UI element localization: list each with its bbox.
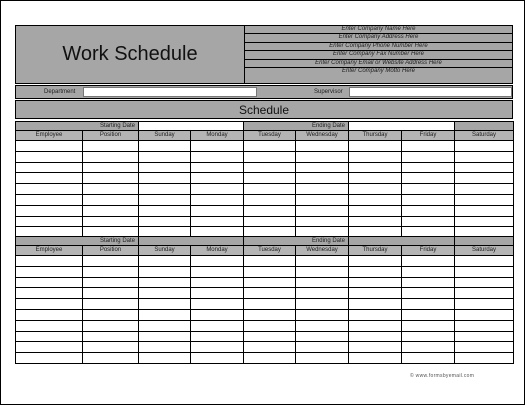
schedule-cell[interactable] bbox=[455, 151, 514, 162]
schedule-cell[interactable] bbox=[139, 162, 191, 173]
col-employee: Employee bbox=[16, 246, 83, 256]
starting-date-field[interactable] bbox=[139, 122, 244, 131]
table-row bbox=[16, 342, 514, 353]
schedule-cell[interactable] bbox=[191, 194, 244, 205]
schedule-cell[interactable] bbox=[402, 184, 455, 195]
schedule-cell[interactable] bbox=[244, 162, 296, 173]
schedule-cell[interactable] bbox=[244, 320, 296, 331]
schedule-cell[interactable] bbox=[16, 320, 83, 331]
schedule-cell[interactable] bbox=[139, 266, 191, 277]
schedule-cell[interactable] bbox=[16, 141, 83, 152]
title-box bbox=[15, 25, 245, 84]
schedule-cell[interactable] bbox=[16, 205, 83, 216]
schedule-cell[interactable] bbox=[296, 194, 349, 205]
schedule-cell[interactable] bbox=[455, 173, 514, 184]
schedule-cell[interactable] bbox=[16, 194, 83, 205]
schedule-cell[interactable] bbox=[244, 277, 296, 288]
col-position: Position bbox=[83, 246, 139, 256]
schedule-cell[interactable] bbox=[83, 320, 139, 331]
schedule-cell[interactable] bbox=[139, 277, 191, 288]
table-row bbox=[16, 173, 514, 184]
schedule-cell[interactable] bbox=[244, 184, 296, 195]
schedule-cell[interactable] bbox=[296, 256, 349, 267]
schedule-cell[interactable] bbox=[296, 151, 349, 162]
schedule-cell[interactable] bbox=[455, 216, 514, 227]
schedule-cell[interactable] bbox=[244, 151, 296, 162]
schedule-cell[interactable] bbox=[191, 184, 244, 195]
schedule-cell[interactable] bbox=[455, 256, 514, 267]
supervisor-field[interactable] bbox=[349, 87, 512, 97]
table-row bbox=[16, 205, 514, 216]
table-row bbox=[16, 288, 514, 299]
schedule-cell[interactable] bbox=[16, 342, 83, 353]
schedule-cell[interactable] bbox=[455, 277, 514, 288]
schedule-cell[interactable] bbox=[349, 277, 402, 288]
schedule-cell[interactable] bbox=[83, 309, 139, 320]
schedule-cell[interactable] bbox=[191, 320, 244, 331]
page-title: Work Schedule bbox=[62, 43, 198, 65]
ending-date-label: Ending Date bbox=[244, 237, 349, 246]
schedule-cell[interactable] bbox=[16, 277, 83, 288]
schedule-cell[interactable] bbox=[244, 353, 296, 364]
schedule-cell[interactable] bbox=[455, 194, 514, 205]
schedule-cell[interactable] bbox=[16, 162, 83, 173]
table-row bbox=[16, 216, 514, 227]
date-row-filler bbox=[455, 237, 514, 246]
schedule-cell[interactable] bbox=[16, 151, 83, 162]
schedule-cell[interactable] bbox=[296, 205, 349, 216]
table-row bbox=[16, 309, 514, 320]
schedule-cell[interactable] bbox=[349, 184, 402, 195]
schedule-cell[interactable] bbox=[244, 331, 296, 342]
schedule-cell[interactable] bbox=[139, 194, 191, 205]
schedule-cell[interactable] bbox=[296, 173, 349, 184]
schedule-cell[interactable] bbox=[83, 216, 139, 227]
schedule-cell[interactable] bbox=[83, 151, 139, 162]
schedule-cell[interactable] bbox=[349, 151, 402, 162]
ending-date-field[interactable] bbox=[349, 122, 455, 131]
schedule-cell[interactable] bbox=[191, 299, 244, 310]
schedule-cell[interactable] bbox=[296, 309, 349, 320]
schedule-cell[interactable] bbox=[139, 331, 191, 342]
company-address-field[interactable]: Enter Company Address Here bbox=[245, 34, 512, 42]
schedule-cell[interactable] bbox=[83, 173, 139, 184]
date-row-filler bbox=[455, 122, 514, 131]
schedule-cell[interactable] bbox=[349, 353, 402, 364]
department-row bbox=[15, 85, 513, 99]
schedule-cell[interactable] bbox=[402, 194, 455, 205]
schedule-cell[interactable] bbox=[349, 194, 402, 205]
schedule-cell[interactable] bbox=[16, 184, 83, 195]
schedule-cell[interactable] bbox=[244, 173, 296, 184]
schedule-cell[interactable] bbox=[244, 141, 296, 152]
schedule-cell[interactable] bbox=[402, 299, 455, 310]
schedule-cell[interactable] bbox=[455, 309, 514, 320]
date-row bbox=[16, 122, 514, 131]
company-email-field[interactable]: Enter Company Email or Website Address Here bbox=[245, 60, 512, 68]
table-row bbox=[16, 141, 514, 152]
col-position: Position bbox=[83, 131, 139, 141]
schedule-cell[interactable] bbox=[455, 162, 514, 173]
column-header-row bbox=[16, 131, 514, 141]
col-employee: Employee bbox=[16, 131, 83, 141]
schedule-cell[interactable] bbox=[296, 277, 349, 288]
schedule-cell[interactable] bbox=[139, 309, 191, 320]
schedule-heading: Schedule bbox=[238, 102, 290, 117]
col-friday: Friday bbox=[402, 131, 455, 141]
schedule-cell[interactable] bbox=[244, 288, 296, 299]
table-row bbox=[16, 151, 514, 162]
table-row bbox=[16, 353, 514, 364]
date-row bbox=[16, 237, 514, 246]
schedule-cell[interactable] bbox=[349, 342, 402, 353]
company-info-box bbox=[245, 25, 513, 84]
schedule-cell[interactable] bbox=[296, 342, 349, 353]
schedule-cell[interactable] bbox=[455, 331, 514, 342]
schedule-cell[interactable] bbox=[139, 184, 191, 195]
table-row bbox=[16, 162, 514, 173]
schedule-cell[interactable] bbox=[455, 353, 514, 364]
department-label: Department bbox=[44, 89, 76, 95]
schedule-table-2 bbox=[15, 236, 514, 364]
schedule-cell[interactable] bbox=[16, 216, 83, 227]
starting-date-label: Starting Date bbox=[16, 237, 139, 246]
schedule-cell[interactable] bbox=[191, 331, 244, 342]
table-row bbox=[16, 266, 514, 277]
schedule-cell[interactable] bbox=[139, 299, 191, 310]
schedule-cell[interactable] bbox=[296, 331, 349, 342]
schedule-cell[interactable] bbox=[191, 141, 244, 152]
col-thursday: Thursday bbox=[349, 131, 402, 141]
col-monday: Monday bbox=[191, 246, 244, 256]
schedule-cell[interactable] bbox=[244, 205, 296, 216]
schedule-cell[interactable] bbox=[191, 205, 244, 216]
ending-date-label: Ending Date bbox=[244, 122, 349, 131]
schedule-cell[interactable] bbox=[244, 309, 296, 320]
schedule-cell[interactable] bbox=[455, 184, 514, 195]
col-wednesday: Wednesday bbox=[296, 246, 349, 256]
schedule-cell[interactable] bbox=[244, 342, 296, 353]
schedule-cell[interactable] bbox=[296, 162, 349, 173]
schedule-cell[interactable] bbox=[402, 320, 455, 331]
schedule-cell[interactable] bbox=[83, 205, 139, 216]
schedule-cell[interactable] bbox=[191, 256, 244, 267]
schedule-cell[interactable] bbox=[349, 320, 402, 331]
schedule-cell[interactable] bbox=[83, 141, 139, 152]
schedule-cell[interactable] bbox=[83, 194, 139, 205]
schedule-cell[interactable] bbox=[402, 288, 455, 299]
schedule-cell[interactable] bbox=[191, 342, 244, 353]
company-phone-field[interactable]: Enter Company Phone Number Here bbox=[245, 43, 512, 51]
department-field[interactable] bbox=[83, 87, 257, 97]
schedule-cell[interactable] bbox=[402, 162, 455, 173]
schedule-cell[interactable] bbox=[191, 216, 244, 227]
supervisor-label: Supervisor bbox=[314, 89, 343, 95]
schedule-cell[interactable] bbox=[83, 162, 139, 173]
schedule-cell[interactable] bbox=[16, 353, 83, 364]
schedule-cell[interactable] bbox=[455, 288, 514, 299]
schedule-cell[interactable] bbox=[402, 331, 455, 342]
ending-date-field[interactable] bbox=[349, 237, 455, 246]
schedule-banner bbox=[15, 100, 513, 119]
table-row bbox=[16, 184, 514, 195]
schedule-cell[interactable] bbox=[83, 277, 139, 288]
schedule-cell[interactable] bbox=[402, 256, 455, 267]
schedule-cell[interactable] bbox=[296, 299, 349, 310]
schedule-cell[interactable] bbox=[455, 266, 514, 277]
schedule-cell[interactable] bbox=[455, 141, 514, 152]
schedule-cell[interactable] bbox=[349, 309, 402, 320]
schedule-cell[interactable] bbox=[244, 266, 296, 277]
company-motto-field[interactable]: Enter Company Motto Here bbox=[341, 67, 416, 74]
col-sunday: Sunday bbox=[139, 246, 191, 256]
schedule-cell[interactable] bbox=[349, 299, 402, 310]
schedule-cell[interactable] bbox=[402, 353, 455, 364]
schedule-cell[interactable] bbox=[139, 205, 191, 216]
schedule-cell[interactable] bbox=[83, 342, 139, 353]
table-row bbox=[16, 277, 514, 288]
schedule-cell[interactable] bbox=[16, 331, 83, 342]
schedule-cell[interactable] bbox=[244, 194, 296, 205]
schedule-cell[interactable] bbox=[83, 288, 139, 299]
schedule-cell[interactable] bbox=[83, 266, 139, 277]
schedule-cell[interactable] bbox=[139, 256, 191, 267]
schedule-cell[interactable] bbox=[296, 141, 349, 152]
schedule-cell[interactable] bbox=[349, 288, 402, 299]
schedule-cell[interactable] bbox=[191, 353, 244, 364]
schedule-cell[interactable] bbox=[402, 216, 455, 227]
schedule-cell[interactable] bbox=[83, 256, 139, 267]
schedule-cell[interactable] bbox=[191, 277, 244, 288]
schedule-cell[interactable] bbox=[296, 320, 349, 331]
schedule-cell[interactable] bbox=[139, 342, 191, 353]
schedule-cell[interactable] bbox=[296, 216, 349, 227]
schedule-cell[interactable] bbox=[244, 256, 296, 267]
starting-date-field[interactable] bbox=[139, 237, 244, 246]
schedule-cell[interactable] bbox=[402, 141, 455, 152]
schedule-cell[interactable] bbox=[349, 216, 402, 227]
schedule-cell[interactable] bbox=[16, 288, 83, 299]
schedule-cell[interactable] bbox=[402, 342, 455, 353]
table-row bbox=[16, 256, 514, 267]
schedule-cell[interactable] bbox=[244, 299, 296, 310]
company-name-field[interactable]: Enter Company Name Here bbox=[245, 26, 512, 34]
col-tuesday: Tuesday bbox=[244, 246, 296, 256]
column-header-row bbox=[16, 246, 514, 256]
schedule-cell[interactable] bbox=[402, 266, 455, 277]
schedule-cell[interactable] bbox=[83, 184, 139, 195]
schedule-cell[interactable] bbox=[139, 141, 191, 152]
schedule-cell[interactable] bbox=[139, 288, 191, 299]
col-saturday: Saturday bbox=[455, 246, 514, 256]
schedule-cell[interactable] bbox=[296, 288, 349, 299]
schedule-cell[interactable] bbox=[455, 342, 514, 353]
schedule-cell[interactable] bbox=[83, 331, 139, 342]
schedule-cell[interactable] bbox=[16, 309, 83, 320]
schedule-cell[interactable] bbox=[349, 173, 402, 184]
schedule-cell[interactable] bbox=[349, 331, 402, 342]
schedule-cell[interactable] bbox=[191, 151, 244, 162]
col-thursday: Thursday bbox=[349, 246, 402, 256]
col-wednesday: Wednesday bbox=[296, 131, 349, 141]
schedule-cell[interactable] bbox=[139, 353, 191, 364]
schedule-cell[interactable] bbox=[455, 205, 514, 216]
schedule-cell[interactable] bbox=[455, 299, 514, 310]
col-tuesday: Tuesday bbox=[244, 131, 296, 141]
schedule-cell[interactable] bbox=[83, 299, 139, 310]
schedule-cell[interactable] bbox=[402, 151, 455, 162]
schedule-cell[interactable] bbox=[191, 309, 244, 320]
schedule-cell[interactable] bbox=[191, 173, 244, 184]
schedule-cell[interactable] bbox=[191, 288, 244, 299]
schedule-table-1 bbox=[15, 121, 514, 249]
schedule-cell[interactable] bbox=[16, 266, 83, 277]
schedule-cell[interactable] bbox=[296, 353, 349, 364]
schedule-cell[interactable] bbox=[349, 141, 402, 152]
col-monday: Monday bbox=[191, 131, 244, 141]
schedule-cell[interactable] bbox=[139, 151, 191, 162]
schedule-cell[interactable] bbox=[349, 256, 402, 267]
company-fax-field[interactable]: Enter Company Fax Number Here bbox=[245, 51, 512, 59]
schedule-cell[interactable] bbox=[191, 162, 244, 173]
schedule-cell[interactable] bbox=[16, 173, 83, 184]
schedule-cell[interactable] bbox=[296, 184, 349, 195]
table-row bbox=[16, 299, 514, 310]
schedule-cell[interactable] bbox=[402, 173, 455, 184]
col-saturday: Saturday bbox=[455, 131, 514, 141]
starting-date-label: Starting Date bbox=[16, 122, 139, 131]
schedule-cell[interactable] bbox=[349, 205, 402, 216]
schedule-cell[interactable] bbox=[16, 256, 83, 267]
col-sunday: Sunday bbox=[139, 131, 191, 141]
col-friday: Friday bbox=[402, 246, 455, 256]
schedule-cell[interactable] bbox=[16, 299, 83, 310]
table-row bbox=[16, 194, 514, 205]
schedule-cell[interactable] bbox=[402, 277, 455, 288]
schedule-cell[interactable] bbox=[402, 309, 455, 320]
schedule-cell[interactable] bbox=[349, 266, 402, 277]
schedule-cell[interactable] bbox=[244, 216, 296, 227]
schedule-cell[interactable] bbox=[191, 266, 244, 277]
schedule-cell[interactable] bbox=[349, 162, 402, 173]
table-row bbox=[16, 320, 514, 331]
schedule-cell[interactable] bbox=[296, 266, 349, 277]
schedule-cell[interactable] bbox=[402, 205, 455, 216]
schedule-cell[interactable] bbox=[455, 320, 514, 331]
schedule-cell[interactable] bbox=[83, 353, 139, 364]
schedule-cell[interactable] bbox=[139, 320, 191, 331]
schedule-cell[interactable] bbox=[139, 216, 191, 227]
footer-credit: © www.formsbyemail.com bbox=[410, 373, 475, 379]
schedule-cell[interactable] bbox=[139, 173, 191, 184]
table-row bbox=[16, 331, 514, 342]
